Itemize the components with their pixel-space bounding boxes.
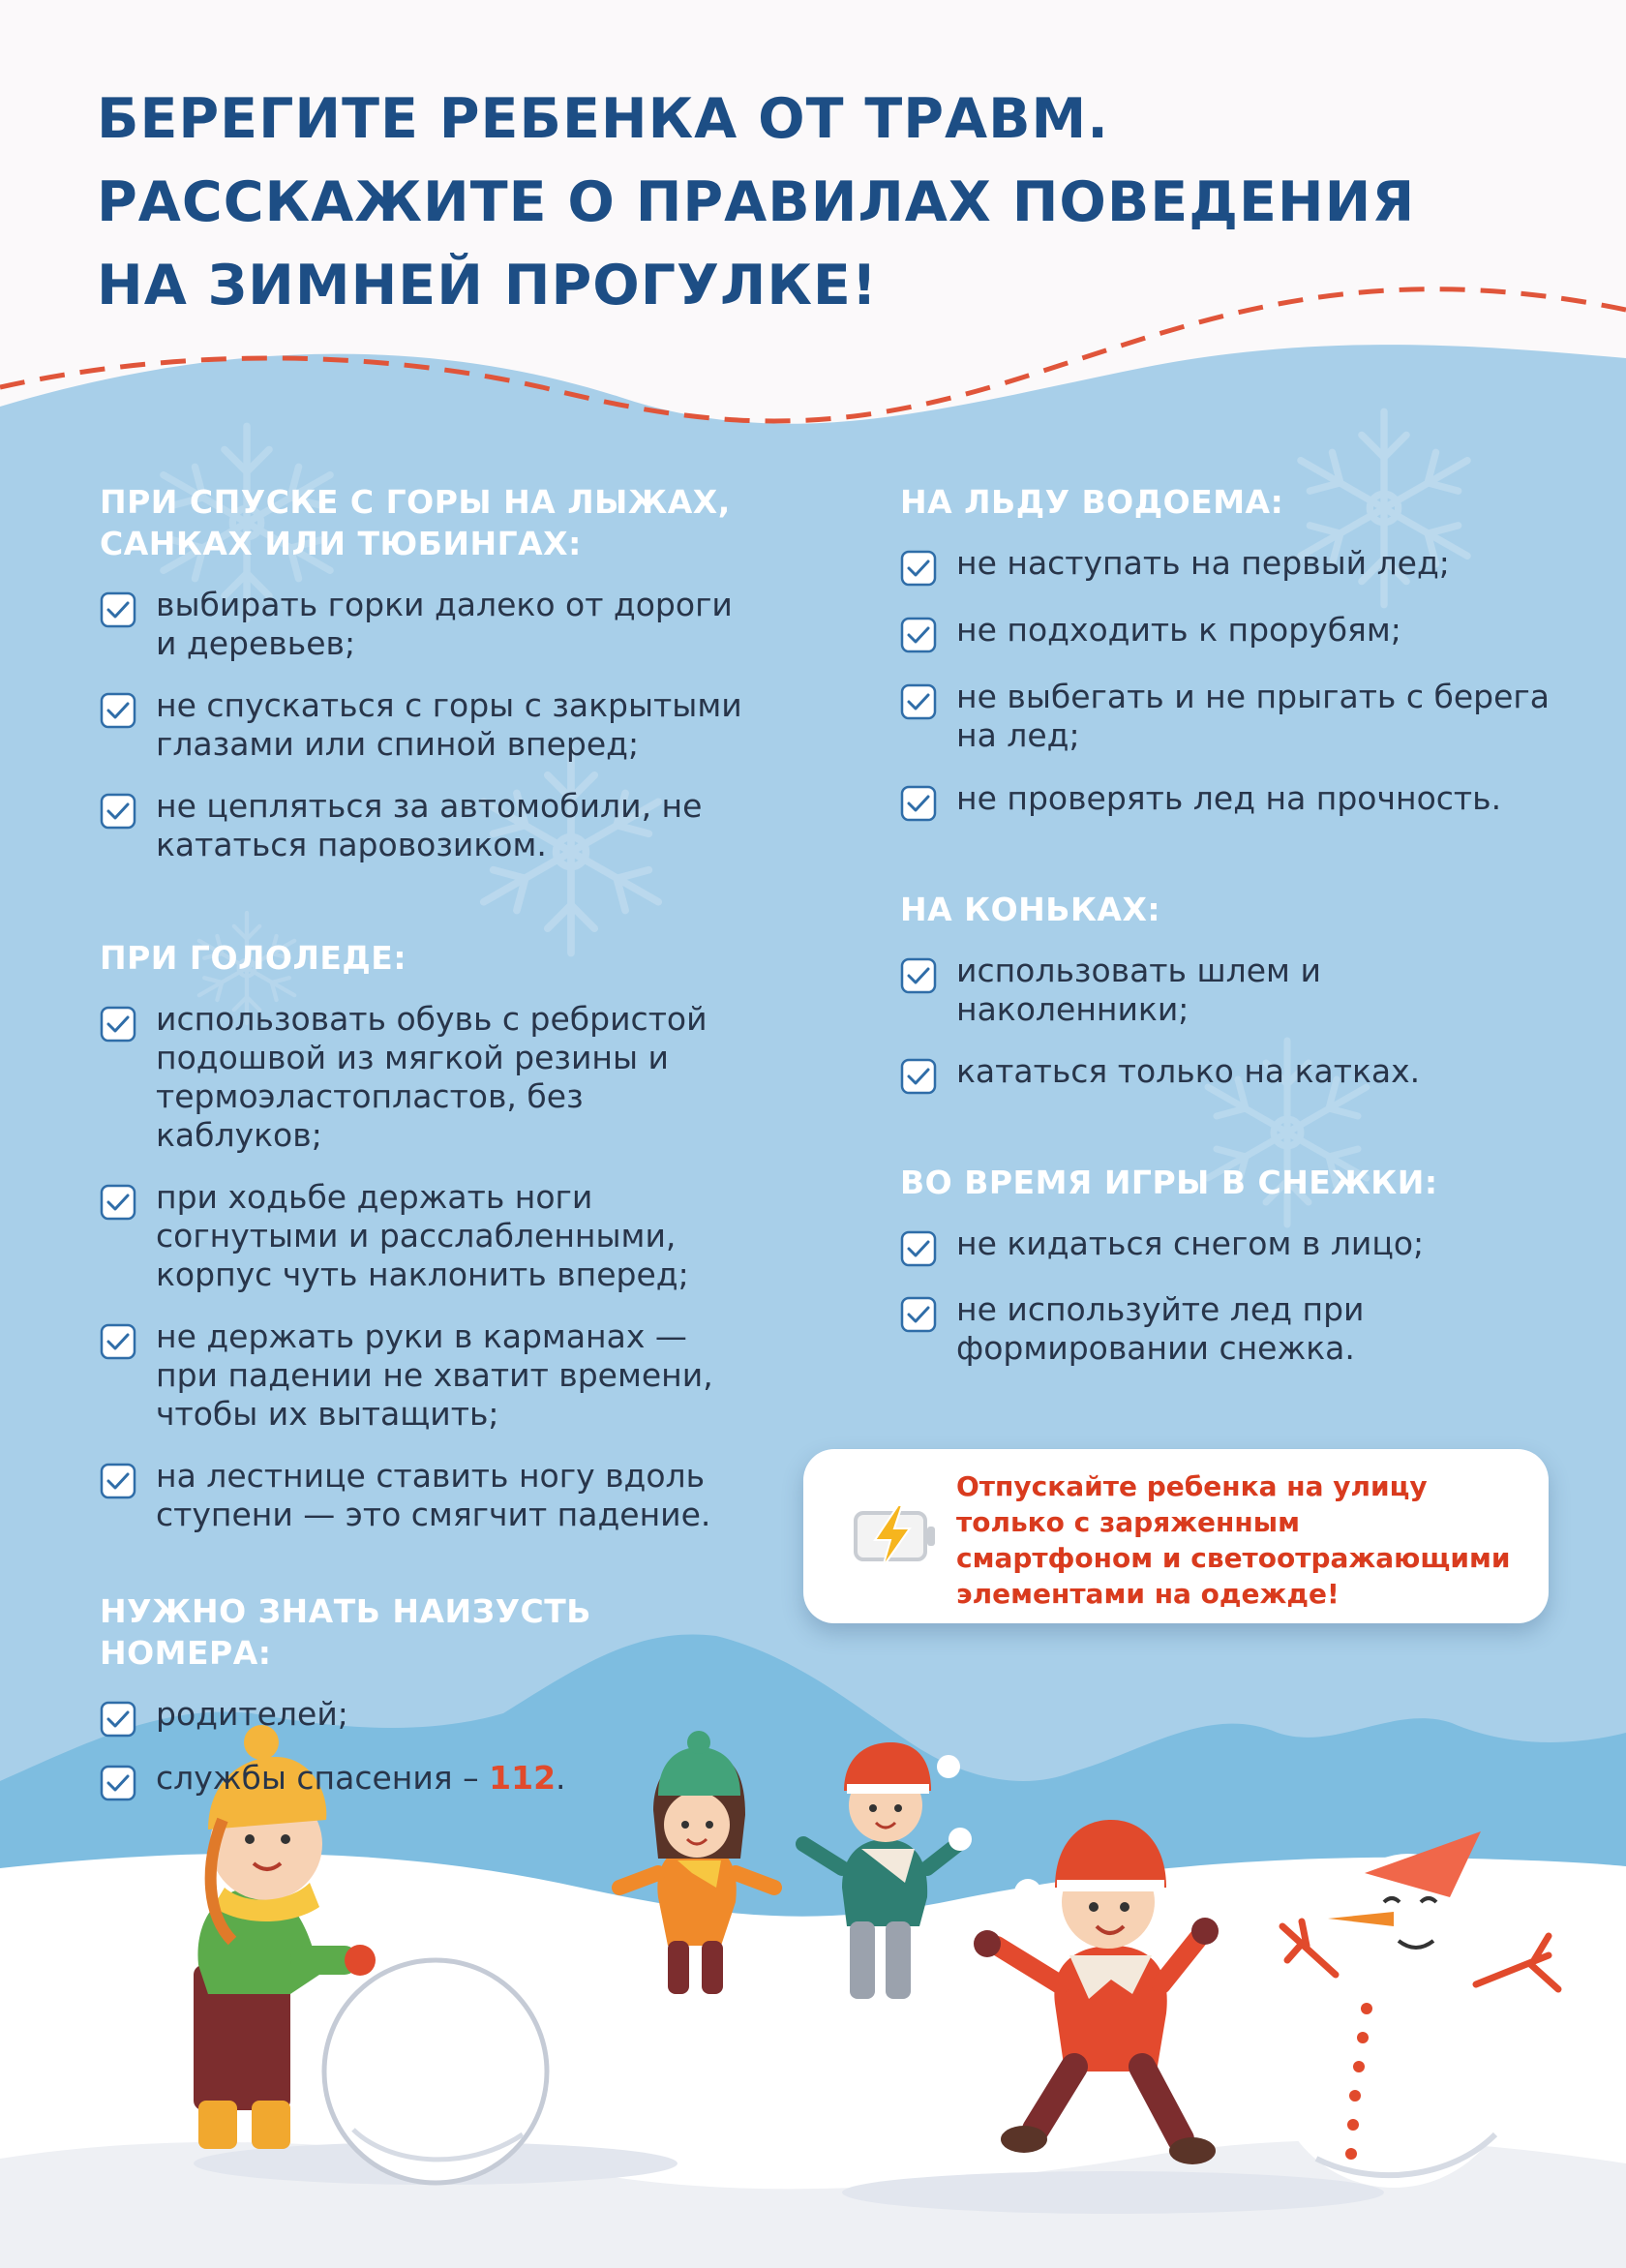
section-heading: НА ЛЬДУ ВОДОЕМА:: [900, 483, 1284, 521]
checkbox-icon: [900, 550, 937, 587]
checkbox-icon: [900, 957, 937, 994]
section-heading: ПРИ ГОЛОЛЕДЕ:: [100, 939, 407, 977]
section-skates: [900, 889, 1597, 1095]
rescue-suffix: .: [556, 1759, 566, 1797]
checkbox-icon: [100, 1463, 136, 1499]
list-item: не подходить к прорубям;: [900, 611, 1597, 653]
list-item: при ходьбе держать ноги согнутыми и расслабленными, корпус чуть наклонить вперед;: [100, 1178, 797, 1294]
list-item: не выбегать и не прыгать с берега на лед;: [900, 678, 1597, 755]
list-item: не проверять лед на прочность.: [900, 779, 1597, 822]
checkbox-icon: [100, 1323, 136, 1360]
list-item: использовать обувь с ребристой подошвой из мягкой резины и термоэластопластов, без каблуков;: [100, 1000, 797, 1155]
list-item: не цепляться за автомобили, не кататься паровозиком.: [100, 787, 777, 864]
list-item: родителей;: [100, 1695, 797, 1738]
section-ice-roads: [100, 937, 797, 1534]
rescue-number: 112: [489, 1759, 557, 1797]
safety-note-card: [803, 1449, 1549, 1623]
list-item: не наступать на первый лед;: [900, 544, 1597, 587]
checkbox-icon: [900, 1230, 937, 1267]
list-item: [100, 1759, 797, 1801]
checkbox-icon: [100, 793, 136, 830]
section-emergency-numbers: [100, 1590, 797, 1801]
section-water-ice: [900, 481, 1597, 822]
list-item: не спускаться с горы с закрытыми глазами или спиной вперед;: [100, 686, 777, 764]
section-heading: ПРИ СПУСКЕ С ГОРЫ НА ЛЫЖАХ, САНКАХ ИЛИ ТЮБИНГАХ:: [100, 483, 731, 562]
safety-note-text: Отпускайте ребенка на улицу только с заряженным смартфоном и светоотражающими элементами на одежде!: [956, 1470, 1511, 1610]
list-item: не держать руки в карманах — при падении не хватит времени, чтобы их вытащить;: [100, 1317, 797, 1434]
checkbox-icon: [900, 1296, 937, 1333]
list-item: на лестнице ставить ногу вдоль ступени — это смягчит падение.: [100, 1457, 797, 1534]
page-title: [97, 77, 1415, 327]
rescue-label: службы спасения –: [156, 1759, 490, 1797]
list-item: не кидаться снегом в лицо;: [900, 1225, 1597, 1267]
checkbox-icon: [100, 1701, 136, 1738]
checkbox-icon: [100, 692, 136, 729]
section-snowballs: [900, 1162, 1597, 1368]
battery-charging-icon: [852, 1497, 939, 1575]
checkbox-icon: [100, 1765, 136, 1801]
snowball: [324, 1960, 547, 2183]
title-line-1: БЕРЕГИТЕ РЕБЕНКА ОТ ТРАВМ.: [97, 87, 1109, 151]
list-item: использовать шлем и наколенники;: [900, 952, 1597, 1029]
list-item: кататься только на катках.: [900, 1052, 1597, 1095]
title-line-2: РАССКАЖИТЕ О ПРАВИЛАХ ПОВЕДЕНИЯ: [97, 170, 1416, 234]
list-item: выбирать горки далеко от дороги и деревьев;: [100, 586, 777, 663]
checkbox-icon: [900, 1058, 937, 1095]
title-line-3: НА ЗИМНЕЙ ПРОГУЛКЕ!: [97, 254, 878, 318]
section-heading: ВО ВРЕМЯ ИГРЫ В СНЕЖКИ:: [900, 1164, 1438, 1201]
section-heading: НА КОНЬКАХ:: [900, 891, 1161, 928]
section-slopes: [100, 481, 777, 864]
checkbox-icon: [900, 617, 937, 653]
checkbox-icon: [900, 683, 937, 720]
checkbox-icon: [100, 1184, 136, 1221]
checkbox-icon: [100, 1006, 136, 1043]
checkbox-icon: [100, 591, 136, 628]
checkbox-icon: [900, 785, 937, 822]
section-heading: НУЖНО ЗНАТЬ НАИЗУСТЬ НОМЕРА:: [100, 1592, 591, 1672]
list-item: не используйте лед при формировании снежка.: [900, 1290, 1597, 1368]
